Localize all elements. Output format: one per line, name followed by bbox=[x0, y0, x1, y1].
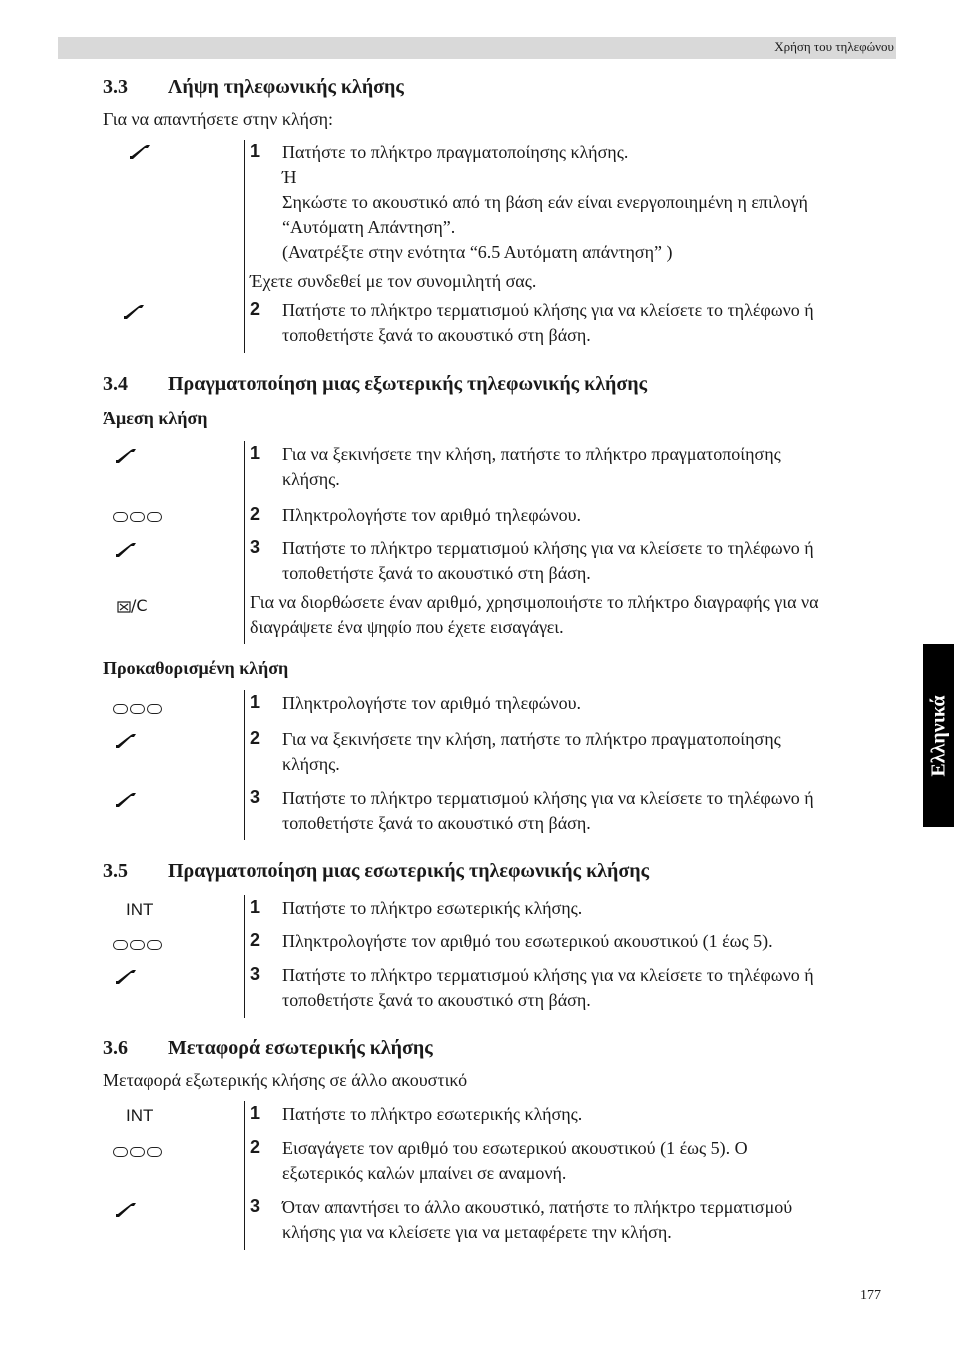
step-text bbox=[282, 298, 892, 348]
subsection-direct-call: Άμεση κλήση bbox=[103, 408, 208, 428]
end-key-icon bbox=[114, 969, 138, 985]
step-text bbox=[282, 786, 892, 836]
step-number: 2 bbox=[250, 299, 261, 319]
call-key-icon bbox=[114, 448, 138, 464]
section-3-4-heading bbox=[103, 373, 803, 397]
note-line: Για να διορθώσετε έναν αριθμό, χρησιμοποιήστε το πλήκτρο διαγραφής για να bbox=[250, 592, 819, 612]
section-title: Πραγματοποίηση μιας εξωτερικής τηλεφωνικής κλήσης bbox=[168, 373, 648, 395]
divider-line bbox=[244, 441, 245, 644]
connected-note: Έχετε συνδεθεί με τον συνομιλητή σας. bbox=[250, 271, 537, 291]
section-title: Λήψη τηλεφωνικής κλήσης bbox=[168, 76, 404, 98]
step-line: Σηκώστε το ακουστικό από τη βάση εάν είναι ενεργοποιημένη η επιλογή bbox=[282, 192, 808, 212]
step-number: 3 bbox=[250, 964, 261, 984]
step-text bbox=[282, 691, 892, 716]
language-tab-label: Ελληνικά bbox=[927, 694, 949, 777]
step-text bbox=[282, 1136, 892, 1186]
step-text bbox=[282, 896, 892, 921]
divider-line bbox=[244, 895, 245, 1018]
keypad-icon bbox=[113, 940, 162, 950]
step-line: Πληκτρολογήστε τον αριθμό τηλεφώνου. bbox=[282, 505, 581, 525]
step-text bbox=[282, 503, 892, 528]
page-number: 177 bbox=[860, 1288, 881, 1303]
step-line: Εισαγάγετε τον αριθμό του εσωτερικού ακουστικού (1 έως 5). Ο bbox=[282, 1138, 748, 1158]
step-line: κλήσης. bbox=[282, 469, 340, 489]
keypad-icon bbox=[113, 704, 162, 714]
section-3-3-heading bbox=[103, 76, 803, 100]
step-text bbox=[282, 963, 892, 1013]
step-text bbox=[282, 536, 892, 586]
divider-line bbox=[244, 1101, 245, 1250]
step-line: Πατήστε το πλήκτρο τερματισμού κλήσης για να κλείσετε το τηλέφωνο ή bbox=[282, 788, 814, 808]
section-title: Πραγματοποίηση μιας εσωτερικής τηλεφωνικής κλήσης bbox=[168, 860, 650, 882]
step-line: τοποθετήστε ξανά το ακουστικό στη βάση. bbox=[282, 563, 591, 583]
step-line: τοποθετήστε ξανά το ακουστικό στη βάση. bbox=[282, 325, 591, 345]
delete-key-label: /C bbox=[131, 596, 148, 615]
section-3-6-heading bbox=[103, 1037, 803, 1061]
end-key-icon bbox=[114, 1202, 138, 1218]
divider-line bbox=[244, 140, 245, 353]
end-key-icon bbox=[114, 542, 138, 558]
step-line: Πατήστε το πλήκτρο πραγματοποίησης κλήσης. bbox=[282, 142, 629, 162]
step-number: 3 bbox=[250, 787, 261, 807]
section-number: 3.5 bbox=[103, 860, 128, 882]
call-key-icon bbox=[114, 733, 138, 749]
divider-line bbox=[244, 690, 245, 840]
header-bar bbox=[58, 37, 896, 59]
step-line: Για να ξεκινήσετε την κλήση, πατήστε το πλήκτρο πραγματοποίησης bbox=[282, 444, 781, 464]
step-line: Πατήστε το πλήκτρο τερματισμού κλήσης για να κλείσετε το τηλέφωνο ή bbox=[282, 965, 814, 985]
delete-key-icon bbox=[117, 596, 148, 615]
call-key-icon bbox=[128, 144, 152, 160]
step-line: τοποθετήστε ξανά το ακουστικό στη βάση. bbox=[282, 990, 591, 1010]
keypad-icon bbox=[113, 512, 162, 522]
step-number: 1 bbox=[250, 1103, 261, 1123]
delete-glyph-icon bbox=[117, 599, 131, 613]
step-number: 2 bbox=[250, 930, 261, 950]
step-line: (Ανατρέξτε στην ενότητα “6.5 Αυτόματη απάντηση” ) bbox=[282, 242, 673, 262]
step-line: “Αυτόματη Απάντηση”. bbox=[282, 217, 456, 237]
step-line: Πατήστε το πλήκτρο εσωτερικής κλήσης. bbox=[282, 1104, 583, 1124]
step-line: Πληκτρολογήστε τον αριθμό του εσωτερικού ακουστικού (1 έως 5). bbox=[282, 931, 773, 951]
step-number: 1 bbox=[250, 141, 261, 161]
step-text bbox=[282, 140, 892, 265]
section-3-3-intro: Για να απαντήσετε στην κλήση: bbox=[103, 109, 334, 129]
end-key-icon bbox=[122, 304, 146, 320]
section-title: Μεταφορά εσωτερικής κλήσης bbox=[168, 1037, 433, 1059]
step-text bbox=[282, 929, 892, 954]
language-tab bbox=[923, 644, 954, 827]
running-header: Χρήση του τηλεφώνου bbox=[774, 39, 894, 54]
step-text bbox=[282, 727, 892, 777]
section-3-5-heading bbox=[103, 860, 803, 884]
step-line: Για να ξεκινήσετε την κλήση, πατήστε το πλήκτρο πραγματοποίησης bbox=[282, 729, 781, 749]
step-number: 2 bbox=[250, 1137, 261, 1157]
step-line: κλήσης. bbox=[282, 754, 340, 774]
subsection-predial: Προκαθορισμένη κλήση bbox=[103, 658, 289, 678]
step-line: τοποθετήστε ξανά το ακουστικό στη βάση. bbox=[282, 813, 591, 833]
step-line: Πατήστε το πλήκτρο τερματισμού κλήσης για να κλείσετε το τηλέφωνο ή bbox=[282, 538, 814, 558]
step-text bbox=[282, 1102, 892, 1127]
step-line: Πατήστε το πλήκτρο τερματισμού κλήσης για να κλείσετε το τηλέφωνο ή bbox=[282, 300, 814, 320]
step-line: Ή bbox=[282, 167, 297, 187]
step-line: Όταν απαντήσει το άλλο ακουστικό, πατήστε το πλήκτρο τερματισμού bbox=[282, 1197, 793, 1217]
section-number: 3.6 bbox=[103, 1037, 128, 1059]
step-line: κλήσης για να κλείσετε για να μεταφέρετε την κλήση. bbox=[282, 1222, 672, 1242]
step-number: 1 bbox=[250, 692, 261, 712]
step-number: 1 bbox=[250, 443, 261, 463]
step-number: 2 bbox=[250, 504, 261, 524]
step-line: Πατήστε το πλήκτρο εσωτερικής κλήσης. bbox=[282, 898, 583, 918]
note-line: διαγράψετε ένα ψηφίο που έχετε εισαγάγει. bbox=[250, 617, 564, 637]
section-number: 3.4 bbox=[103, 373, 128, 395]
keypad-icon bbox=[113, 1147, 162, 1157]
int-key-icon: INT bbox=[126, 900, 154, 919]
step-text bbox=[282, 442, 892, 492]
section-3-6-intro: Μεταφορά εξωτερικής κλήσης σε άλλο ακουστικό bbox=[103, 1070, 468, 1090]
step-number: 3 bbox=[250, 1196, 261, 1216]
step-number: 1 bbox=[250, 897, 261, 917]
correction-note bbox=[250, 590, 819, 640]
step-text bbox=[282, 1195, 892, 1245]
step-number: 3 bbox=[250, 537, 261, 557]
step-line: Πληκτρολογήστε τον αριθμό τηλεφώνου. bbox=[282, 693, 581, 713]
section-number: 3.3 bbox=[103, 76, 128, 98]
step-line: εξωτερικός καλών μπαίνει σε αναμονή. bbox=[282, 1163, 567, 1183]
int-key-icon: INT bbox=[126, 1106, 154, 1125]
step-number: 2 bbox=[250, 728, 261, 748]
end-key-icon bbox=[114, 792, 138, 808]
